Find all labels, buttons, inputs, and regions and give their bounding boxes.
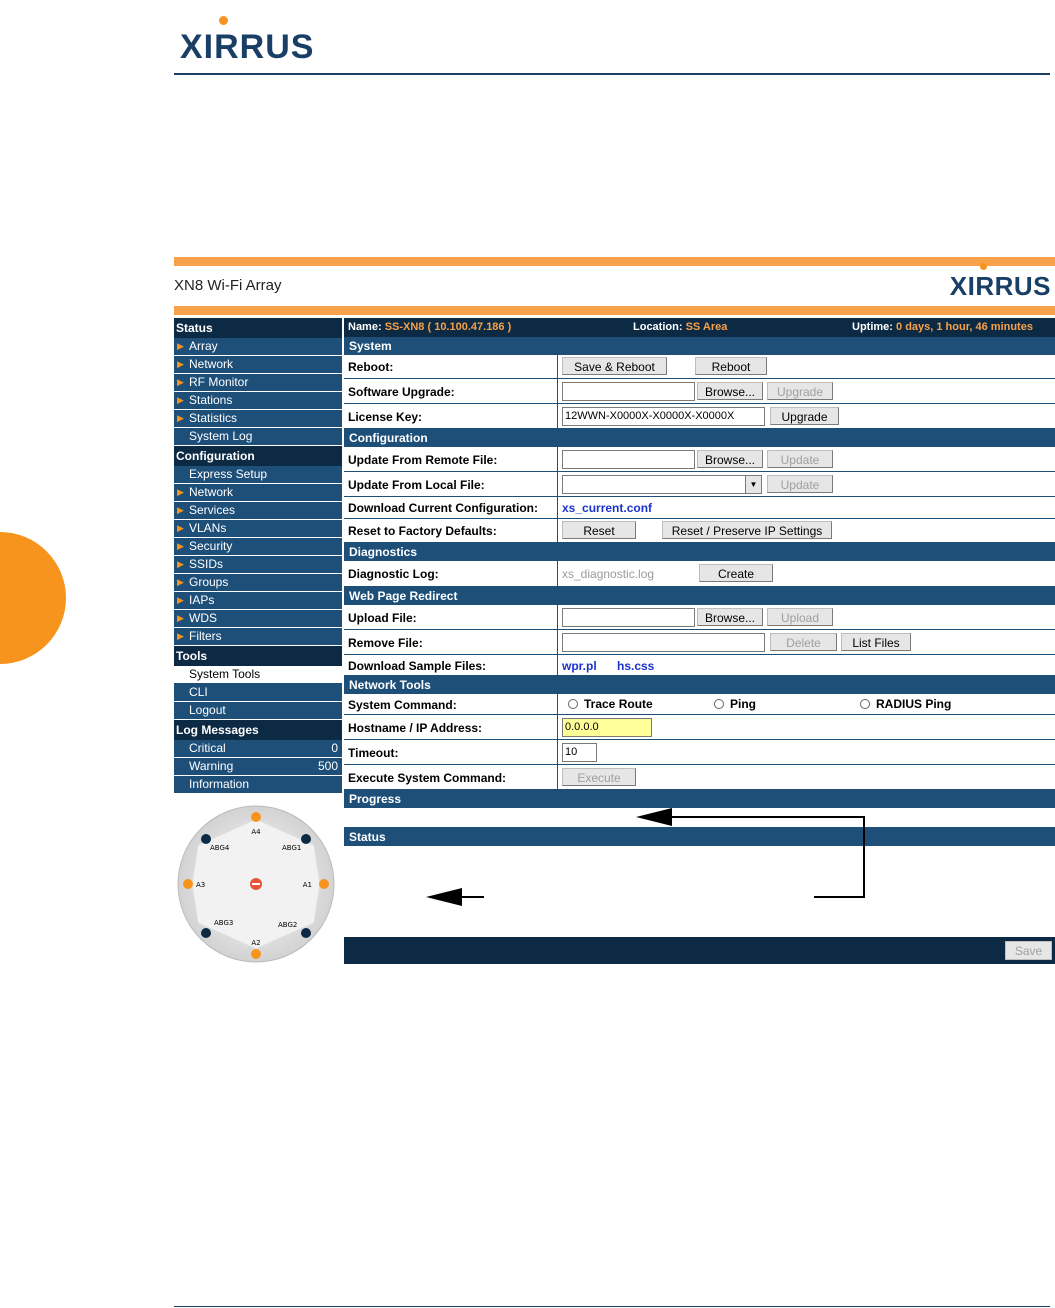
radio-radius-ping[interactable]: RADIUS Ping: [860, 697, 951, 711]
local-update-button[interactable]: Update: [767, 475, 833, 493]
warning-count: 500: [317, 759, 338, 773]
remote-file-label: Update From Remote File:: [348, 453, 498, 467]
sidebar-item-rf-monitor[interactable]: ▶ RF Monitor: [174, 374, 342, 392]
software-upgrade-browse-button[interactable]: Browse...: [697, 382, 763, 400]
location-value: SS Area: [685, 321, 728, 333]
sidebar-item-security[interactable]: ▶ Security: [174, 538, 342, 556]
diagnostic-log-label: Diagnostic Log:: [348, 567, 439, 581]
sidebar-item-vlans[interactable]: ▶ VLANs: [174, 520, 342, 538]
location-info: Location: SS Area: [633, 321, 728, 333]
arrow-head-progress-icon: [636, 808, 672, 826]
upload-button[interactable]: Upload: [767, 608, 833, 626]
app-title: XN8 Wi-Fi Array: [174, 277, 282, 294]
sidebar-item-critical[interactable]: Critical 0: [174, 740, 342, 758]
section-configuration: Configuration: [344, 429, 1055, 447]
remove-file-label: Remove File:: [348, 636, 423, 650]
label-a4: A4: [251, 828, 261, 836]
brand-logo: XIRRUS: [950, 271, 1051, 302]
sidebar-item-network-status[interactable]: ▶ Network: [174, 356, 342, 374]
save-reboot-button[interactable]: Save & Reboot: [562, 357, 667, 375]
sidebar-item-array[interactable]: ▶ Array: [174, 338, 342, 356]
expand-arrow-icon: ▶: [177, 523, 184, 533]
nav-heading-log-messages: Log Messages: [174, 720, 342, 740]
expand-arrow-icon: ▶: [177, 595, 184, 605]
reboot-label: Reboot:: [348, 360, 394, 374]
system-command-label: System Command:: [348, 698, 457, 712]
delete-button[interactable]: Delete: [770, 633, 837, 651]
sidebar-item-ssids[interactable]: ▶ SSIDs: [174, 556, 342, 574]
radio-trace-route[interactable]: Trace Route: [568, 697, 653, 711]
expand-arrow-icon: ▶: [177, 395, 184, 405]
upload-file-label: Upload File:: [348, 611, 417, 625]
sample-files-label: Download Sample Files:: [348, 659, 487, 673]
license-upgrade-button[interactable]: Upgrade: [770, 407, 839, 425]
local-file-label: Update From Local File:: [348, 478, 485, 492]
callout-line-progress: [654, 817, 864, 897]
section-system: System: [344, 337, 1055, 355]
save-button[interactable]: Save: [1005, 941, 1052, 960]
logo-dot-icon: [219, 16, 228, 25]
section-web-page-redirect: Web Page Redirect: [344, 587, 1055, 605]
upload-browse-button[interactable]: Browse...: [697, 608, 763, 626]
software-upgrade-label: Software Upgrade:: [348, 385, 455, 399]
uptime-value: 0 days, 1 hour, 46 minutes: [896, 321, 1033, 333]
uptime-info: Uptime: 0 days, 1 hour, 46 minutes: [852, 321, 1033, 333]
list-files-button[interactable]: List Files: [841, 633, 911, 651]
expand-arrow-icon: ▶: [177, 631, 184, 641]
expand-arrow-icon: ▶: [177, 487, 184, 497]
expand-arrow-icon: ▶: [177, 505, 184, 515]
sidebar-item-groups[interactable]: ▶ Groups: [174, 574, 342, 592]
expand-arrow-icon: ▶: [177, 359, 184, 369]
sidebar-item-warning[interactable]: Warning 500: [174, 758, 342, 776]
footer-rule: [174, 1306, 1050, 1307]
header-rule: [174, 73, 1050, 75]
software-upgrade-button[interactable]: Upgrade: [767, 382, 833, 400]
sidebar-item-logout[interactable]: Logout: [174, 702, 342, 720]
name-info: Name: SS-XN8 ( 10.100.47.186 ): [348, 321, 512, 333]
create-diagnostic-button[interactable]: Create: [699, 564, 773, 582]
label-abg3: ABG3: [214, 919, 234, 927]
expand-arrow-icon: ▶: [177, 613, 184, 623]
sidebar-item-filters[interactable]: ▶ Filters: [174, 628, 342, 646]
chapter-tab: [0, 532, 66, 664]
expand-arrow-icon: ▶: [177, 541, 184, 551]
sidebar-item-system-log[interactable]: System Log: [174, 428, 342, 446]
label-abg1: ABG1: [282, 844, 302, 852]
execute-button[interactable]: Execute: [562, 768, 636, 786]
expand-arrow-icon: ▶: [177, 413, 184, 423]
remote-update-button[interactable]: Update: [767, 450, 833, 468]
expand-arrow-icon: ▶: [177, 577, 184, 587]
sidebar-item-system-tools[interactable]: System Tools: [174, 666, 342, 684]
reset-preserve-ip-button[interactable]: Reset / Preserve IP Settings: [662, 521, 832, 539]
label-a2: A2: [251, 939, 261, 947]
label-a3: A3: [196, 881, 206, 889]
timeout-input[interactable]: 10: [562, 743, 597, 762]
sidebar-item-cli[interactable]: CLI: [174, 684, 342, 702]
reset-button[interactable]: Reset: [562, 521, 636, 539]
nav-heading-status: Status: [174, 318, 342, 338]
license-key-input[interactable]: 12WWN-X0000X-X0000X-X0000X: [562, 407, 765, 426]
hostname-input[interactable]: 0.0.0.0: [562, 718, 652, 737]
expand-arrow-icon: ▶: [177, 341, 184, 351]
download-config-label: Download Current Configuration:: [348, 501, 538, 515]
xirrus-logo: XIRRUS: [180, 28, 314, 67]
sample-file-hs-link[interactable]: hs.css: [617, 659, 655, 673]
license-key-label: License Key:: [348, 410, 423, 424]
section-diagnostics: Diagnostics: [344, 543, 1055, 561]
sidebar-item-express-setup[interactable]: Express Setup: [174, 466, 342, 484]
callout-arrows: [174, 257, 1055, 964]
radio-ping[interactable]: Ping: [714, 697, 756, 711]
sidebar-item-iaps[interactable]: ▶ IAPs: [174, 592, 342, 610]
section-progress: Progress: [344, 790, 1055, 808]
sidebar-item-network-config[interactable]: ▶ Network: [174, 484, 342, 502]
sidebar-item-statistics[interactable]: ▶ Statistics: [174, 410, 342, 428]
diagnostic-log-file: xs_diagnostic.log: [562, 567, 655, 581]
web-ui-screenshot: [174, 257, 1055, 964]
download-config-link[interactable]: xs_current.conf: [562, 501, 653, 515]
nav-heading-tools: Tools: [174, 646, 342, 666]
chevron-down-icon[interactable]: ▼: [745, 476, 761, 493]
sidebar-item-stations[interactable]: ▶ Stations: [174, 392, 342, 410]
sample-file-wpr-link[interactable]: wpr.pl: [562, 659, 597, 673]
expand-arrow-icon: ▶: [177, 559, 184, 569]
sidebar-item-information[interactable]: Information: [174, 776, 342, 794]
arrow-head-status-icon: [426, 888, 462, 906]
hostname-label: Hostname / IP Address:: [348, 721, 483, 735]
execute-command-label: Execute System Command:: [348, 771, 507, 785]
nav-heading-configuration: Configuration: [174, 446, 342, 466]
label-abg2: ABG2: [278, 921, 298, 929]
section-network-tools: Network Tools: [344, 676, 1055, 694]
timeout-label: Timeout:: [348, 746, 399, 760]
expand-arrow-icon: ▶: [177, 377, 184, 387]
section-status: Status: [344, 828, 1055, 846]
label-abg4: ABG4: [210, 844, 230, 852]
reboot-button[interactable]: Reboot: [695, 357, 767, 375]
factory-reset-label: Reset to Factory Defaults:: [348, 524, 497, 538]
sidebar-item-services[interactable]: ▶ Services: [174, 502, 342, 520]
critical-count: 0: [331, 741, 338, 755]
remote-browse-button[interactable]: Browse...: [697, 450, 763, 468]
label-a1: A1: [302, 881, 312, 889]
name-value: SS-XN8 ( 10.100.47.186 ): [384, 321, 512, 333]
sidebar-item-wds[interactable]: ▶ WDS: [174, 610, 342, 628]
